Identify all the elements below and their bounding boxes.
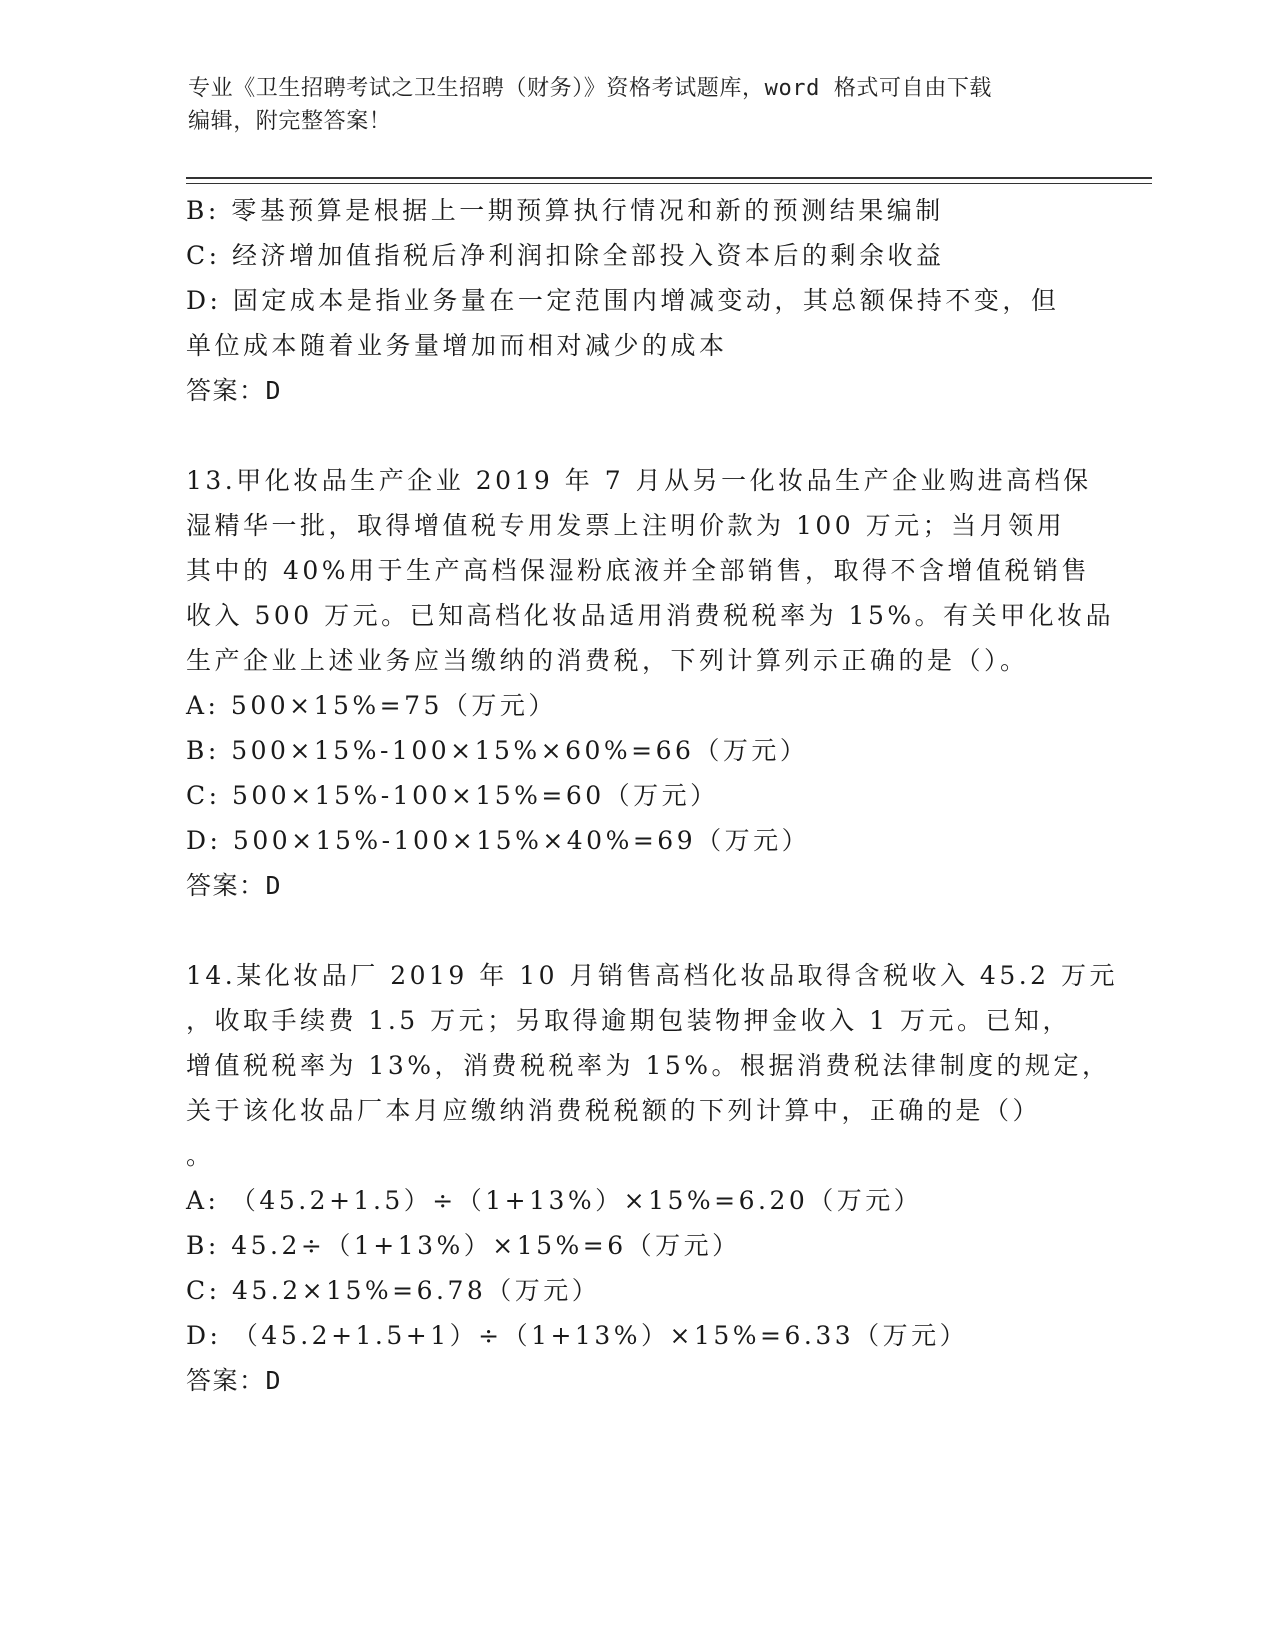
document-header <box>188 72 1088 138</box>
question-stem-line: 增值税税率为 13%，消费税税率为 15%。根据消费税法律制度的规定， <box>186 1051 1111 1080</box>
question-stem-line: 其中的 40%用于生产高档保湿粉底液并全部销售，取得不含增值税销售 <box>186 556 1091 585</box>
answer-value: D <box>265 376 283 405</box>
option-a: A: 500×15%=75（万元） <box>186 691 557 720</box>
header-line-1: 专业《卫生招聘考试之卫生招聘（财务）》资格考试题库，word 格式可自由下载 <box>188 76 993 101</box>
answer-label: 答案： <box>186 871 266 900</box>
option-c: C: 经济增加值指税后净利润扣除全部投入资本后的剩余收益 <box>186 241 945 270</box>
document-body <box>186 188 1119 1403</box>
option-a: A: （45.2+1.5）÷（1+13%）×15%=6.20（万元） <box>186 1186 923 1215</box>
question-stem-line: ，收取手续费 1.5 万元；另取得逾期包装物押金收入 1 万元。已知， <box>186 1006 1071 1035</box>
answer-line <box>186 863 1086 908</box>
spacer <box>186 413 1086 458</box>
option-d: D: （45.2+1.5+1）÷（1+13%）×15%=6.33（万元） <box>186 1321 969 1350</box>
option-d: D: 500×15%-100×15%×40%=69（万元） <box>186 826 811 855</box>
option-d: D: 固定成本是指业务量在一定范围内增减变动，其总额保持不变，但 <box>186 286 1060 315</box>
answer-line <box>186 1358 1086 1403</box>
answer-value: D <box>265 1366 283 1395</box>
answer-value: D <box>265 871 283 900</box>
answer-label: 答案： <box>186 1366 266 1395</box>
question-stem-line: 收入 500 万元。已知高档化妆品适用消费税税率为 15%。有关甲化妆品 <box>186 601 1115 630</box>
option-c: C: 45.2×15%=6.78（万元） <box>186 1276 601 1305</box>
option-b: B: 零基预算是根据上一期预算执行情况和新的预测结果编制 <box>186 196 944 225</box>
header-divider <box>186 177 1152 179</box>
spacer <box>186 908 1086 953</box>
option-d-continued: 单位成本随着业务量增加而相对减少的成本 <box>186 331 728 360</box>
answer-label: 答案： <box>186 376 266 405</box>
question-13 <box>186 458 1115 908</box>
question-stem-line: 。 <box>186 1141 215 1170</box>
question-stem-line: 湿精华一批，取得增值税专用发票上注明价款为 100 万元；当月领用 <box>186 511 1066 540</box>
option-b: B: 500×15%-100×15%×60%=66（万元） <box>186 736 809 765</box>
question-stem-line: 生产企业上述业务应当缴纳的消费税，下列计算列示正确的是（）。 <box>186 646 1029 675</box>
header-divider-thin <box>186 183 1152 184</box>
question-14 <box>186 953 1119 1403</box>
header-line-2: 编辑，附完整答案！ <box>188 109 392 134</box>
answer-line <box>186 368 1086 413</box>
question-stem-line: 13.甲化妆品生产企业 2019 年 7 月从另一化妆品生产企业购进高档保 <box>186 466 1092 495</box>
option-b: B: 45.2÷（1+13%）×15%=6（万元） <box>186 1231 741 1260</box>
question-stem-line: 关于该化妆品厂本月应缴纳消费税税额的下列计算中，正确的是（） <box>186 1096 1042 1125</box>
previous-question-tail <box>186 188 1086 413</box>
option-c: C: 500×15%-100×15%=60（万元） <box>186 781 719 810</box>
question-stem-line: 14.某化妆品厂 2019 年 10 月销售高档化妆品取得含税收入 45.2 万元 <box>186 961 1119 990</box>
